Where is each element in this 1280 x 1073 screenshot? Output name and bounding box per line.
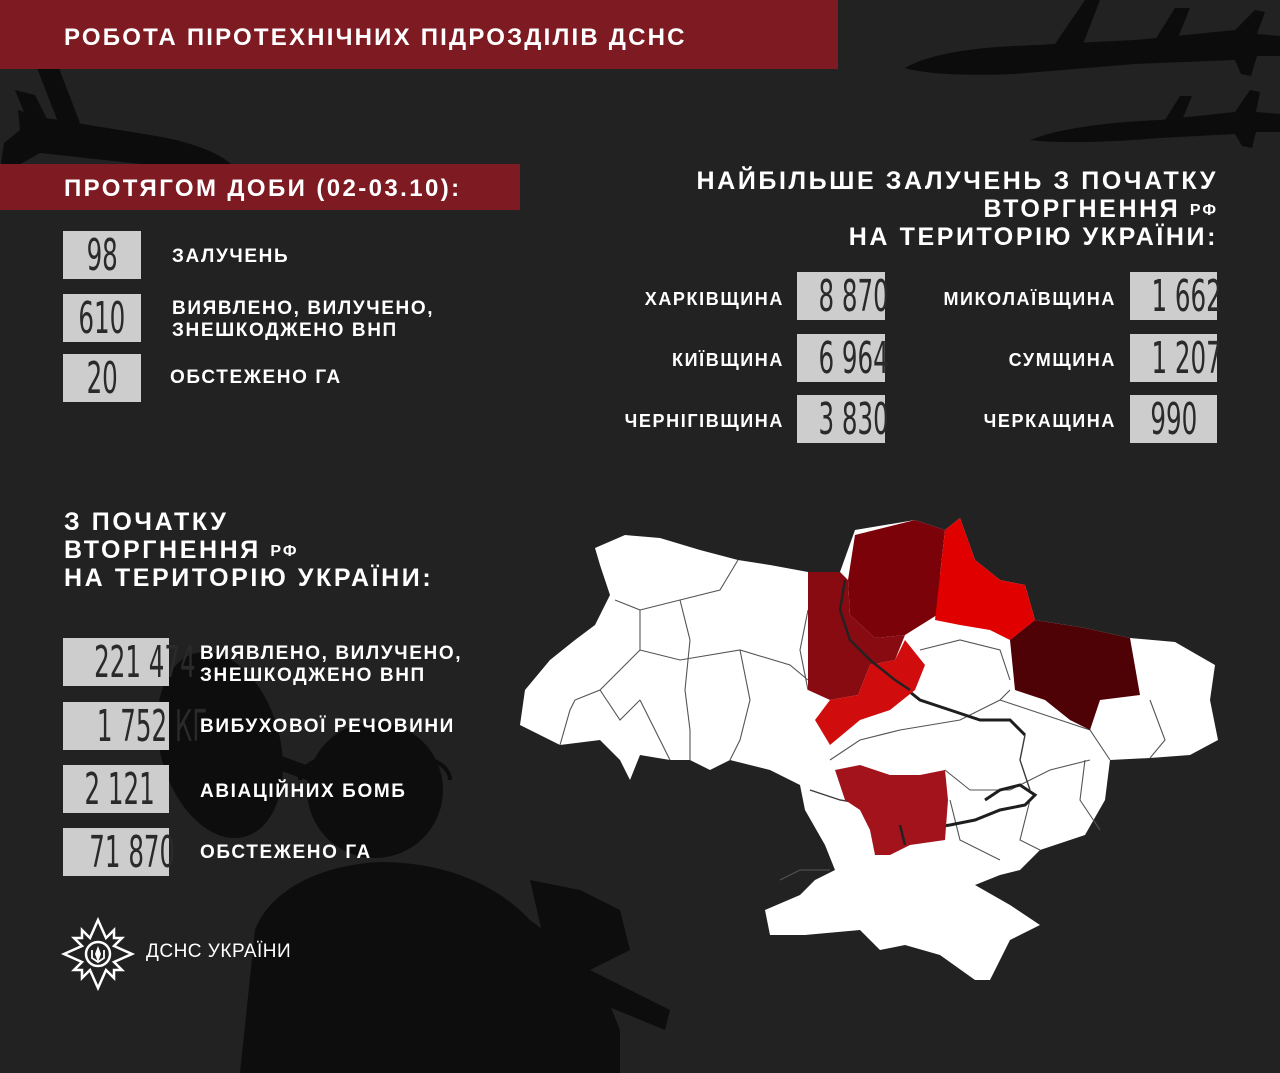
heading-line: ВТОРГНЕННЯ $^{РФ}$ — [64, 536, 299, 564]
region-name: ЧЕРКАЩИНА — [983, 411, 1116, 431]
total-value-box: 221 474 — [63, 638, 169, 686]
total-value-box: 2 121 — [63, 765, 169, 813]
daily-value-box: 610 — [63, 294, 141, 342]
daily-value-box: 20 — [63, 354, 141, 402]
region-value-box: 1 662 — [1130, 272, 1217, 320]
total-value-box: 1 752 КГ — [63, 702, 169, 750]
rocket-silhouette-icon — [1030, 88, 1280, 148]
since-start-heading — [64, 508, 433, 592]
missile-silhouette-icon — [905, 0, 1280, 78]
heading-superscript: РФ — [270, 543, 299, 560]
total-label: ВИБУХОВОЇ РЕЧОВИНИ — [200, 716, 455, 737]
heading-line: НА ТЕРИТОРІЮ УКРАЇНИ: — [848, 223, 1218, 251]
page-title: РОБОТА ПІРОТЕХНІЧНИХ ПІДРОЗДІЛІВ ДСНС — [64, 24, 687, 51]
total-label: АВІАЦІЙНИХ БОМБ — [200, 781, 407, 802]
region-value-box: 990 — [1130, 395, 1217, 443]
org-name: ДСНС УКРАЇНИ — [146, 941, 292, 962]
daily-value-box: 98 — [63, 231, 141, 279]
heading-line: З ПОЧАТКУ — [64, 508, 229, 536]
heading-line: НА ТЕРИТОРІЮ УКРАЇНИ: — [64, 564, 434, 592]
total-label: ВИЯВЛЕНО, ВИЛУЧЕНО, ЗНЕШКОДЖЕНО ВНП — [200, 643, 463, 686]
region-value-box: 1 207 — [1130, 334, 1217, 382]
heading-line: НАЙБІЛЬШЕ ЗАЛУЧЕНЬ З ПОЧАТКУ — [696, 167, 1218, 195]
region-name: СУМЩИНА — [1008, 350, 1116, 370]
daily-label: ОБСТЕЖЕНО ГА — [170, 367, 342, 388]
region-name: ХАРКІВЩИНА — [644, 289, 784, 309]
top-regions-heading — [697, 167, 1218, 251]
region-sumy — [935, 518, 1035, 640]
heading-line: ВТОРГНЕННЯ $^{РФ}$ — [983, 195, 1218, 223]
total-label: ОБСТЕЖЕНО ГА — [200, 842, 372, 863]
region-name: МИКОЛАЇВЩИНА — [943, 289, 1116, 309]
region-value-box: 8 870 — [797, 272, 885, 320]
daily-banner — [0, 164, 520, 210]
region-value-box: 6 964 — [797, 334, 885, 382]
title-banner — [0, 0, 838, 69]
region-name: ЧЕРНІГІВЩИНА — [624, 411, 784, 431]
heading-superscript: РФ — [1189, 202, 1218, 219]
ukraine-map — [515, 510, 1225, 1000]
region-name: КИЇВЩИНА — [672, 350, 784, 370]
daily-label: ЗАЛУЧЕНЬ — [172, 246, 290, 267]
daily-label: ВИЯВЛЕНО, ВИЛУЧЕНО, ЗНЕШКОДЖЕНО ВНП — [172, 298, 435, 341]
total-value-box: 71 870 — [63, 828, 169, 876]
region-value-box: 3 830 — [797, 395, 885, 443]
dsns-emblem-icon — [62, 918, 134, 990]
daily-heading: ПРОТЯГОМ ДОБИ (02-03.10): — [64, 175, 462, 202]
